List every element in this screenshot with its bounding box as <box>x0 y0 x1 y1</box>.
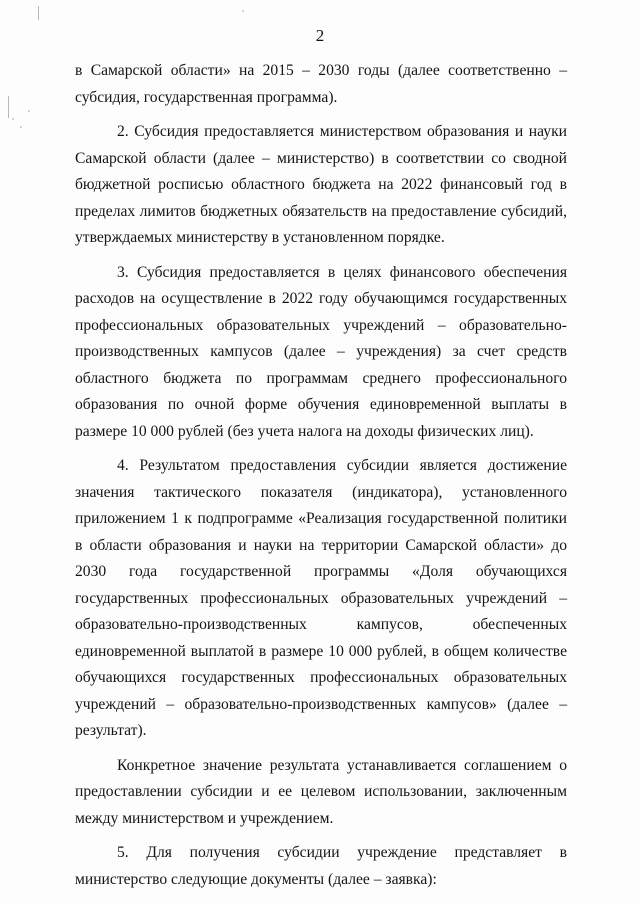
paragraph-clause-3: 3. Субсидия предоставляется в целях финансового обеспечения расходов на осуществление в 2022 году обучающимся государственных профессиональных образовательных учреждений – образовательно-производственных кампусов (далее – учреждения) за счет средств областного бюджета по программам среднего профессионального образования по очной форме обучения единовременной выплаты в размере 10 000 рублей (без учета налога на доходы физических лиц). <box>75 263 567 440</box>
paragraph-clause-5: 5. Для получения субсидии учреждение представляет в министерство следующие документы (далее – заявка): <box>75 844 567 888</box>
scan-artifact <box>38 6 39 20</box>
scan-artifact <box>28 110 30 112</box>
scan-artifact <box>20 126 22 128</box>
scan-artifact <box>12 118 14 120</box>
page-number: 2 <box>315 26 325 45</box>
paragraph-continuation: в Самарской области» на 2015 – 2030 годы (далее соответственно – субсидия, государственная программа). <box>75 62 567 106</box>
scan-artifact <box>242 10 244 12</box>
document-body <box>75 58 567 901</box>
paragraph-clause-2: 2. Субсидия предоставляется министерством образования и науки Самарской области (далее – министерство) в соответствии со сводной бюджетной росписью областного бюджета на 2022 финансовый год в пределах лимитов бюджетных обязательств на предоставление субсидий, утверждаемых министерству в установленном порядке. <box>75 123 567 246</box>
paragraph-result-value: Конкретное значение результата устанавливается соглашением о предоставлении субсидии и ее целевом использовании, заключенным между министерством и учреждением. <box>75 756 567 827</box>
scan-artifact <box>8 96 9 118</box>
paragraph-clause-4: 4. Результатом предоставления субсидии является достижение значения тактического показателя (индикатора), установленного приложением 1 к подпрограмме «Реализация государственной политики в области образования и науки на территории Самарской области» до 2030 года государственной программы «Доля обучающихся государственных профессиональных образовательных учреждений – образовательно-производственных кампусов, обеспеченных единовременной выплатой в размере 10 000 рублей, в общем количестве обучающихся государственных профессиональных образовательных учреждений – образовательно-производственных кампусов» (далее – результат). <box>75 457 567 739</box>
